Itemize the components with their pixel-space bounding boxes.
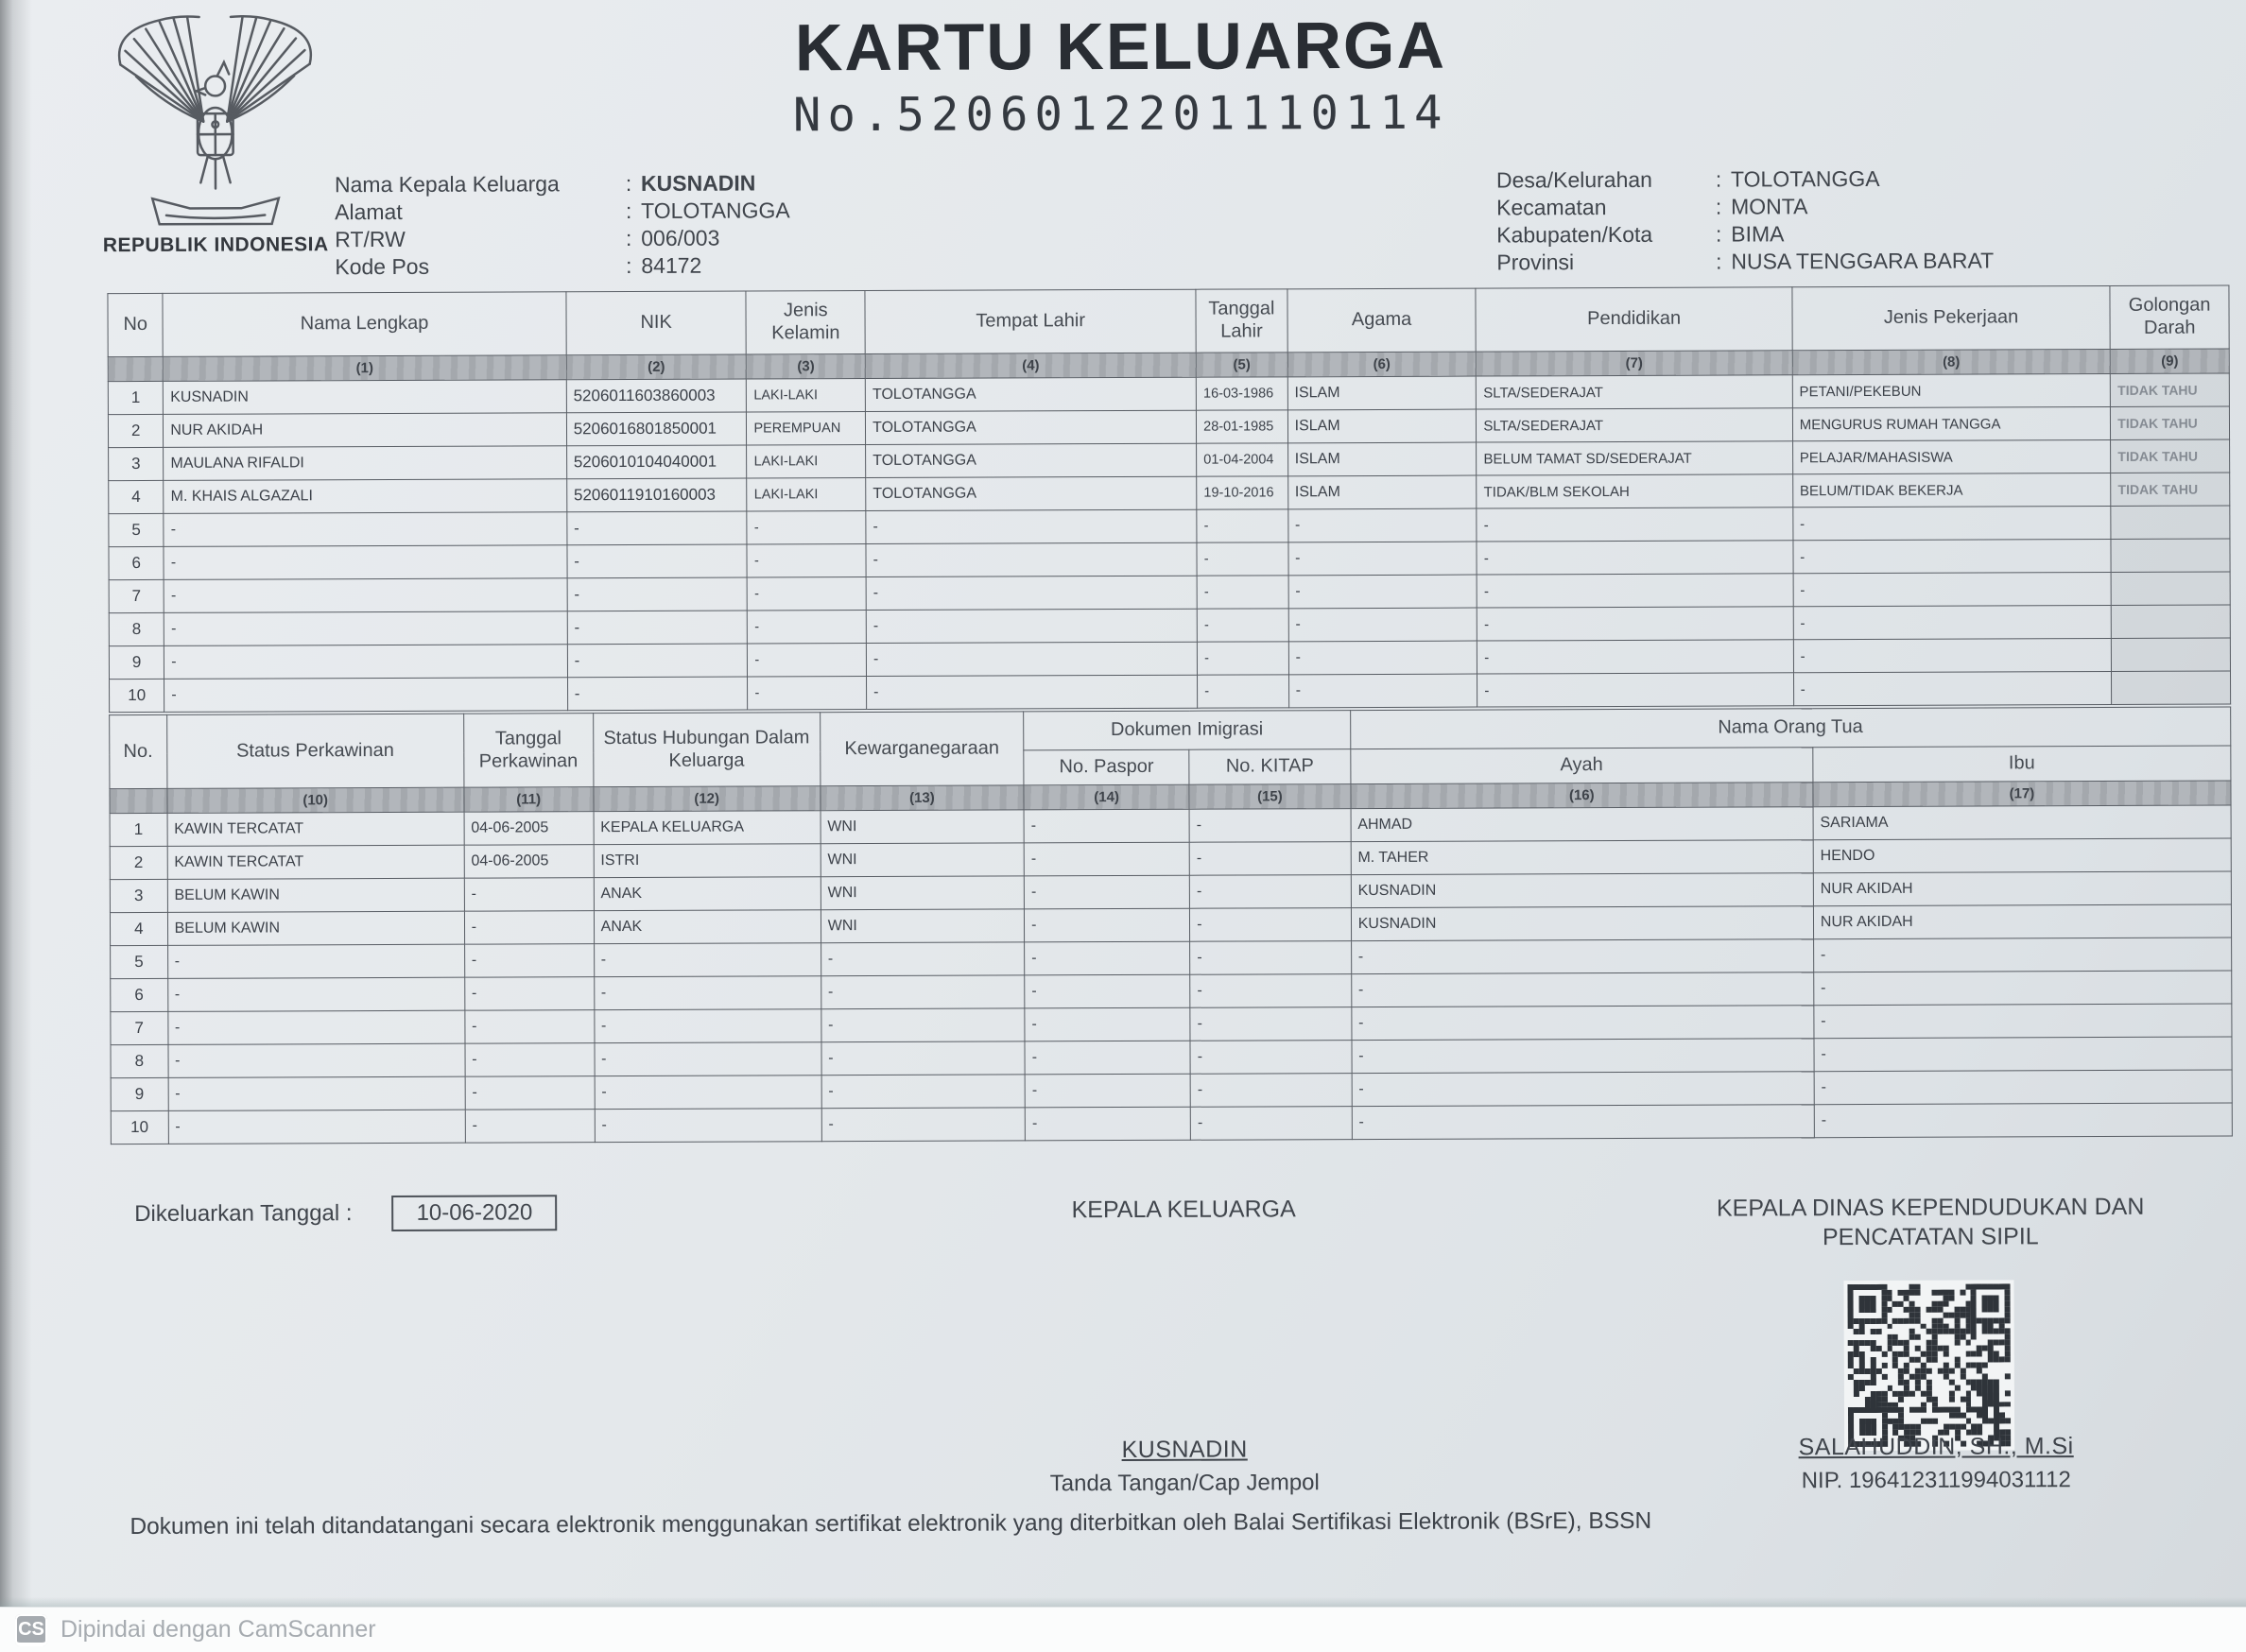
cell: - — [594, 976, 821, 1010]
numbering-cell: (8) — [1792, 349, 2111, 374]
official-name: SALAHUDDIN, SH., M.Si — [1798, 1433, 2074, 1461]
camscanner-watermark-text: Dipindai dengan CamScanner — [60, 1616, 376, 1643]
cell: - — [1287, 508, 1477, 542]
info-row — [1496, 219, 1994, 249]
official-nip: NIP. 196412311994031112 — [1801, 1467, 2071, 1494]
camscanner-logo-icon: CS — [15, 1614, 47, 1646]
col-no: No — [108, 293, 164, 356]
numbering-cell — [110, 788, 167, 813]
numbering-cell: (13) — [821, 785, 1025, 811]
cell: - — [1477, 673, 1793, 707]
numbering-cell: (10) — [167, 787, 464, 813]
info-value: 84172 — [641, 252, 702, 278]
cell: - — [167, 977, 464, 1011]
colon: : — [1715, 166, 1722, 192]
cell: - — [464, 878, 594, 912]
info-value: NUSA TENGGARA BARAT — [1731, 248, 1995, 274]
cell: - — [567, 644, 748, 678]
cell: TOLOTANGGA — [866, 443, 1197, 477]
issued-date-value: 10-06-2020 — [391, 1195, 557, 1231]
cell: - — [465, 1110, 595, 1144]
col-nama-lengkap: Nama Lengkap — [163, 292, 566, 357]
cell: - — [1025, 1007, 1190, 1041]
numbering-cell: (5) — [1196, 353, 1287, 377]
cell: BELUM/TIDAK BEKERJA — [1792, 473, 2111, 507]
cell — [2111, 506, 2230, 539]
cell: TOLOTANGGA — [866, 410, 1197, 444]
cell: - — [567, 677, 748, 711]
cell: 10 — [111, 1110, 168, 1144]
cell: - — [1477, 508, 1792, 542]
numbering-cell: (15) — [1189, 784, 1351, 810]
cell: KAWIN TERCATAT — [167, 812, 464, 846]
page-title: KARTU KELUARGA — [794, 8, 1447, 85]
col-tanggal-lahir: Tanggal Lahir — [1196, 289, 1287, 353]
cell: HENDO — [1813, 838, 2231, 873]
colon: : — [1716, 249, 1722, 274]
table-row — [111, 1103, 2232, 1144]
family-head-info — [335, 169, 790, 281]
cell: ISLAM — [1287, 442, 1477, 476]
cell: - — [464, 977, 594, 1011]
garuda-emblem — [95, 10, 335, 257]
cell: - — [1025, 1107, 1190, 1141]
cell: - — [464, 911, 594, 945]
cell: - — [748, 644, 867, 677]
cell: WNI — [821, 843, 1025, 877]
col-status-hubungan: Status Hubungan Dalam Keluarga — [593, 713, 820, 787]
cell: - — [1025, 974, 1190, 1008]
numbering-cell: (4) — [865, 353, 1196, 378]
cell: - — [1288, 575, 1477, 609]
cell: - — [1814, 1037, 2232, 1072]
signature-family-head — [981, 1436, 1388, 1498]
numbering-cell: (11) — [464, 787, 594, 813]
info-row — [335, 169, 790, 198]
cell — [2111, 539, 2230, 572]
colon: : — [626, 252, 632, 279]
cell: - — [1793, 506, 2112, 540]
col-tempat-lahir: Tempat Lahir — [865, 289, 1196, 353]
cell: - — [1793, 638, 2112, 672]
cell: NUR AKIDAH — [1813, 871, 2231, 906]
col-jenis-kelamin: Jenis Kelamin — [746, 291, 865, 354]
col-pendidikan: Pendidikan — [1476, 287, 1792, 352]
cell: 10 — [110, 679, 164, 712]
colon: : — [625, 170, 632, 197]
cell: - — [1351, 939, 1813, 974]
cell: - — [748, 577, 867, 611]
cell: - — [866, 576, 1197, 610]
cell: - — [1793, 572, 2112, 606]
cell: - — [1198, 642, 1289, 675]
cell: 5206011603860003 — [566, 379, 747, 413]
cell: TIDAK TAHU — [2111, 439, 2230, 473]
cell: - — [747, 544, 866, 577]
cell: - — [1190, 1107, 1352, 1141]
cell: - — [164, 578, 566, 613]
col-no-paspor: No. Paspor — [1024, 749, 1189, 785]
cell: - — [867, 675, 1198, 709]
cell: TIDAK TAHU — [2111, 473, 2230, 506]
numbering-cell — [108, 356, 163, 381]
numbering-cell: (16) — [1351, 783, 1813, 809]
cell: - — [1197, 609, 1288, 642]
cell: - — [167, 944, 464, 978]
info-row — [1496, 247, 1994, 276]
cell: - — [821, 1108, 1026, 1142]
cell: - — [866, 542, 1197, 576]
cell: - — [594, 1009, 821, 1043]
issued-date-label: Dikeluarkan Tanggal : — [134, 1200, 353, 1228]
cell: 9 — [109, 645, 164, 679]
col-no: No. — [110, 714, 167, 788]
info-value: 006/003 — [641, 225, 720, 250]
cell: KUSNADIN — [164, 380, 566, 415]
info-label: RT/RW — [335, 226, 406, 252]
cell: 5206016801850001 — [566, 412, 747, 446]
cell: - — [167, 1010, 464, 1044]
cell: - — [164, 611, 567, 646]
cell: 2 — [108, 414, 163, 447]
cell: LAKI-LAKI — [747, 478, 866, 511]
cell: 4 — [109, 480, 164, 513]
cell — [2112, 638, 2231, 671]
signature-caption: Tanda Tangan/Cap Jempol — [1049, 1470, 1320, 1497]
cell: - — [1198, 675, 1289, 708]
cell: - — [1793, 671, 2112, 705]
cell: - — [567, 511, 748, 545]
cell: 5206010104040001 — [566, 445, 747, 479]
col-no-kitap: No. KITAP — [1189, 749, 1351, 785]
members-header-row — [108, 285, 2229, 357]
cell: M. TAHER — [1351, 840, 1813, 875]
cell: BELUM TAMAT SD/SEDERAJAT — [1477, 441, 1792, 475]
cell: NUR AKIDAH — [164, 413, 566, 448]
camscanner-bar — [0, 1607, 2246, 1652]
cell: - — [1190, 908, 1352, 942]
cell: - — [465, 1043, 595, 1077]
cell: - — [1024, 809, 1189, 843]
cell: PEREMPUAN — [747, 412, 866, 445]
kepala-keluarga-title: KEPALA KELUARGA — [1071, 1196, 1296, 1224]
signature-official — [1714, 1433, 2158, 1495]
cell: 8 — [111, 1044, 168, 1077]
info-label: Provinsi — [1496, 250, 1575, 275]
numbering-cell: (6) — [1287, 352, 1477, 377]
cell: - — [1024, 875, 1189, 909]
cell: NUR AKIDAH — [1813, 904, 2231, 939]
cell: - — [1190, 1074, 1352, 1108]
cell: - — [567, 611, 748, 645]
colon: : — [1715, 221, 1722, 247]
cell: - — [1189, 809, 1351, 843]
cell: M. KHAIS ALGAZALI — [164, 479, 566, 514]
cell: PETANI/PEKEBUN — [1792, 373, 2111, 407]
info-label: Desa/Kelurahan — [1495, 166, 1652, 193]
cell: - — [594, 943, 821, 977]
cell: - — [1024, 842, 1189, 876]
numbering-cell: (17) — [1813, 781, 2231, 807]
cell: - — [1477, 607, 1793, 641]
cell: - — [1351, 972, 1813, 1007]
cell: BELUM KAWIN — [167, 878, 464, 912]
col-ibu: Ibu — [1813, 746, 2231, 783]
cell: 6 — [109, 546, 164, 579]
cell: - — [821, 975, 1025, 1009]
cell: - — [1814, 1070, 2232, 1105]
cell: - — [168, 1110, 465, 1144]
cell: 5206011910160003 — [566, 478, 747, 512]
cell: - — [1190, 1007, 1352, 1041]
info-row — [335, 224, 790, 253]
cell: - — [821, 1008, 1026, 1042]
info-value: TOLOTANGGA — [1730, 165, 1880, 192]
cell: - — [1288, 641, 1477, 675]
cell: - — [168, 1076, 465, 1110]
numbering-cell: (3) — [747, 354, 866, 379]
cell: 2 — [110, 846, 167, 879]
cell: - — [821, 1041, 1026, 1076]
numbering-cell: (12) — [594, 786, 821, 812]
cell: BELUM KAWIN — [167, 911, 464, 945]
cell: - — [1352, 1039, 1814, 1074]
republic-caption: REPUBLIK INDONESIA — [102, 233, 329, 257]
info-row — [335, 251, 790, 281]
cell: - — [747, 511, 866, 544]
cell — [2111, 572, 2230, 605]
cell: WNI — [821, 876, 1025, 910]
cell: ISLAM — [1287, 409, 1477, 443]
cell: 6 — [111, 978, 168, 1011]
cell: 5 — [111, 945, 168, 978]
issued-date-row — [134, 1195, 557, 1232]
cell: KUSNADIN — [1351, 873, 1813, 908]
col-group-nama-orang-tua: Nama Orang Tua — [1350, 707, 2230, 749]
cell: - — [748, 611, 867, 644]
document-number-label: No. — [792, 87, 897, 143]
cell: 04-06-2005 — [464, 812, 594, 846]
cell: ISLAM — [1287, 475, 1477, 509]
cell: PELAJAR/MAHASISWA — [1792, 439, 2111, 473]
col-tanggal-perkawinan: Tanggal Perkawinan — [463, 714, 593, 788]
cell: 04-06-2005 — [464, 845, 594, 879]
cell — [2112, 605, 2231, 638]
cell: - — [1814, 1004, 2232, 1039]
cell: - — [1352, 1105, 1814, 1140]
info-value: TOLOTANGGA — [641, 198, 790, 223]
cell: - — [1288, 674, 1477, 708]
cell: - — [464, 944, 594, 978]
cell: AHMAD — [1351, 807, 1813, 842]
info-row — [1496, 164, 1994, 194]
numbering-cell: (1) — [164, 355, 566, 382]
cell: - — [1025, 941, 1190, 975]
dinas-title — [1684, 1193, 2176, 1253]
cell: - — [465, 1076, 595, 1110]
cell: - — [1190, 941, 1352, 975]
cell: - — [1793, 539, 2112, 573]
col-jenis-pekerjaan: Jenis Pekerjaan — [1792, 285, 2111, 350]
electronic-signature-disclaimer: Dokumen ini telah ditandatangani secara elektronik menggunakan sertifikat elektronik yang diterbitkan oleh Balai Sertifikasi Elektronik (BSrE), BSSN — [130, 1507, 1652, 1540]
col-status-perkawinan: Status Perkawinan — [166, 714, 463, 788]
info-label: Kabupaten/Kota — [1496, 221, 1653, 248]
info-label: Alamat — [335, 198, 403, 225]
info-value: KUSNADIN — [640, 170, 756, 196]
cell: - — [866, 609, 1197, 643]
cell: - — [1352, 1006, 1814, 1041]
info-label: Kode Pos — [335, 253, 430, 280]
numbering-cell: (2) — [566, 354, 747, 380]
info-row — [1496, 192, 1994, 221]
table-row — [110, 671, 2231, 713]
cell: ISTRI — [594, 844, 821, 878]
cell: - — [866, 642, 1197, 676]
cell: WNI — [821, 909, 1025, 943]
cell: ANAK — [594, 910, 821, 944]
dinas-title-line2: PENCATATAN SIPIL — [1822, 1223, 2039, 1251]
cell: - — [1813, 938, 2231, 972]
cell: TIDAK TAHU — [2111, 406, 2230, 439]
cell: - — [595, 1042, 821, 1076]
cell: - — [866, 509, 1197, 543]
cell: LAKI-LAKI — [747, 445, 866, 478]
garuda-emblem-icon — [106, 10, 324, 238]
col-golongan-darah: Golongan Darah — [2110, 285, 2229, 349]
cell: WNI — [821, 810, 1025, 844]
cell: 1 — [110, 813, 167, 846]
col-kewarganegaraan: Kewarganegaraan — [820, 712, 1024, 786]
col-agama: Agama — [1287, 288, 1477, 353]
colon: : — [625, 198, 632, 224]
dinas-title-line1: KEPALA DINAS KEPENDUDUKAN DAN — [1716, 1193, 2145, 1222]
cell: - — [1197, 576, 1288, 609]
colon: : — [1715, 194, 1722, 219]
cell: 7 — [111, 1011, 168, 1044]
cell: - — [567, 544, 748, 578]
numbering-cell: (7) — [1477, 351, 1792, 376]
cell: - — [465, 1010, 595, 1044]
cell: - — [748, 677, 867, 710]
cell: KEPALA KELUARGA — [594, 811, 821, 845]
cell: - — [1814, 1103, 2232, 1138]
cell: - — [1025, 1074, 1190, 1108]
cell: 8 — [109, 612, 164, 645]
cell: - — [1197, 542, 1288, 576]
cell: 9 — [111, 1077, 168, 1110]
cell: - — [1352, 1072, 1814, 1107]
cell: 16-03-1986 — [1196, 377, 1287, 410]
cell: - — [1025, 1041, 1190, 1075]
col-group-dokumen-imigrasi: Dokumen Imigrasi — [1024, 711, 1351, 750]
col-ayah: Ayah — [1350, 748, 1812, 784]
cell: SARIAMA — [1813, 805, 2231, 840]
cell: 1 — [108, 381, 163, 414]
cell: - — [164, 645, 567, 680]
region-info — [1496, 164, 1994, 276]
numbering-cell: (14) — [1024, 784, 1189, 810]
cell: - — [1190, 1041, 1352, 1075]
cell: MENGURUS RUMAH TANGGA — [1792, 406, 2111, 440]
cell: 19-10-2016 — [1197, 476, 1288, 509]
cell: - — [1189, 842, 1351, 876]
document-number — [554, 85, 1688, 144]
cell: 4 — [110, 912, 167, 945]
cell: - — [1288, 608, 1477, 642]
cell: - — [1025, 908, 1190, 942]
cell: 5 — [109, 513, 164, 546]
info-value: MONTA — [1731, 194, 1808, 219]
cell: ANAK — [594, 877, 821, 911]
cell: ISLAM — [1287, 376, 1477, 410]
cell: - — [1793, 605, 2112, 639]
cell: - — [595, 1109, 821, 1143]
cell: TIDAK TAHU — [2111, 373, 2230, 406]
cell: 28-01-1985 — [1197, 410, 1288, 443]
cell: TOLOTANGGA — [866, 476, 1197, 510]
cell: LAKI-LAKI — [747, 379, 866, 412]
cell: 3 — [110, 879, 167, 912]
cell: - — [1288, 542, 1477, 576]
cell: - — [821, 1075, 1026, 1109]
info-label: Kecamatan — [1496, 195, 1607, 220]
cell: KUSNADIN — [1351, 906, 1813, 941]
document-number-value: 5206012201110114 — [896, 85, 1449, 142]
info-label: Nama Kepala Keluarga — [334, 171, 560, 198]
qr-code — [1843, 1280, 2014, 1451]
cell: 01-04-2004 — [1197, 443, 1288, 476]
cell: 3 — [109, 447, 164, 480]
info-value: BIMA — [1731, 221, 1785, 247]
cell: - — [821, 942, 1025, 976]
cell: - — [164, 512, 566, 547]
cell: - — [1814, 971, 2232, 1006]
members-table — [107, 285, 2231, 714]
numbering-cell: (9) — [2110, 349, 2229, 373]
cell: - — [164, 545, 566, 580]
cell: - — [1477, 541, 1792, 575]
cell: MAULANA RIFALDI — [164, 446, 566, 481]
cell: TIDAK/BLM SEKOLAH — [1477, 474, 1792, 508]
cell: - — [1189, 875, 1351, 909]
cell: - — [595, 1076, 821, 1110]
cell: KAWIN TERCATAT — [167, 845, 464, 879]
cell: TOLOTANGGA — [865, 377, 1196, 411]
cell — [2112, 671, 2231, 704]
civil-status-table — [109, 706, 2233, 1144]
cell: - — [168, 1043, 465, 1077]
cell: SLTA/SEDERAJAT — [1477, 375, 1792, 409]
cell: - — [567, 577, 748, 611]
family-head-name: KUSNADIN — [1121, 1436, 1248, 1464]
cell: SLTA/SEDERAJAT — [1477, 408, 1792, 442]
cell: - — [1477, 574, 1792, 608]
cell: 7 — [109, 579, 164, 612]
cell: - — [164, 678, 567, 713]
cell: - — [1477, 640, 1793, 674]
col-nik: NIK — [566, 291, 747, 355]
cell: - — [1197, 509, 1288, 542]
cell: - — [1190, 974, 1352, 1008]
info-row — [335, 197, 790, 226]
colon: : — [625, 225, 632, 251]
